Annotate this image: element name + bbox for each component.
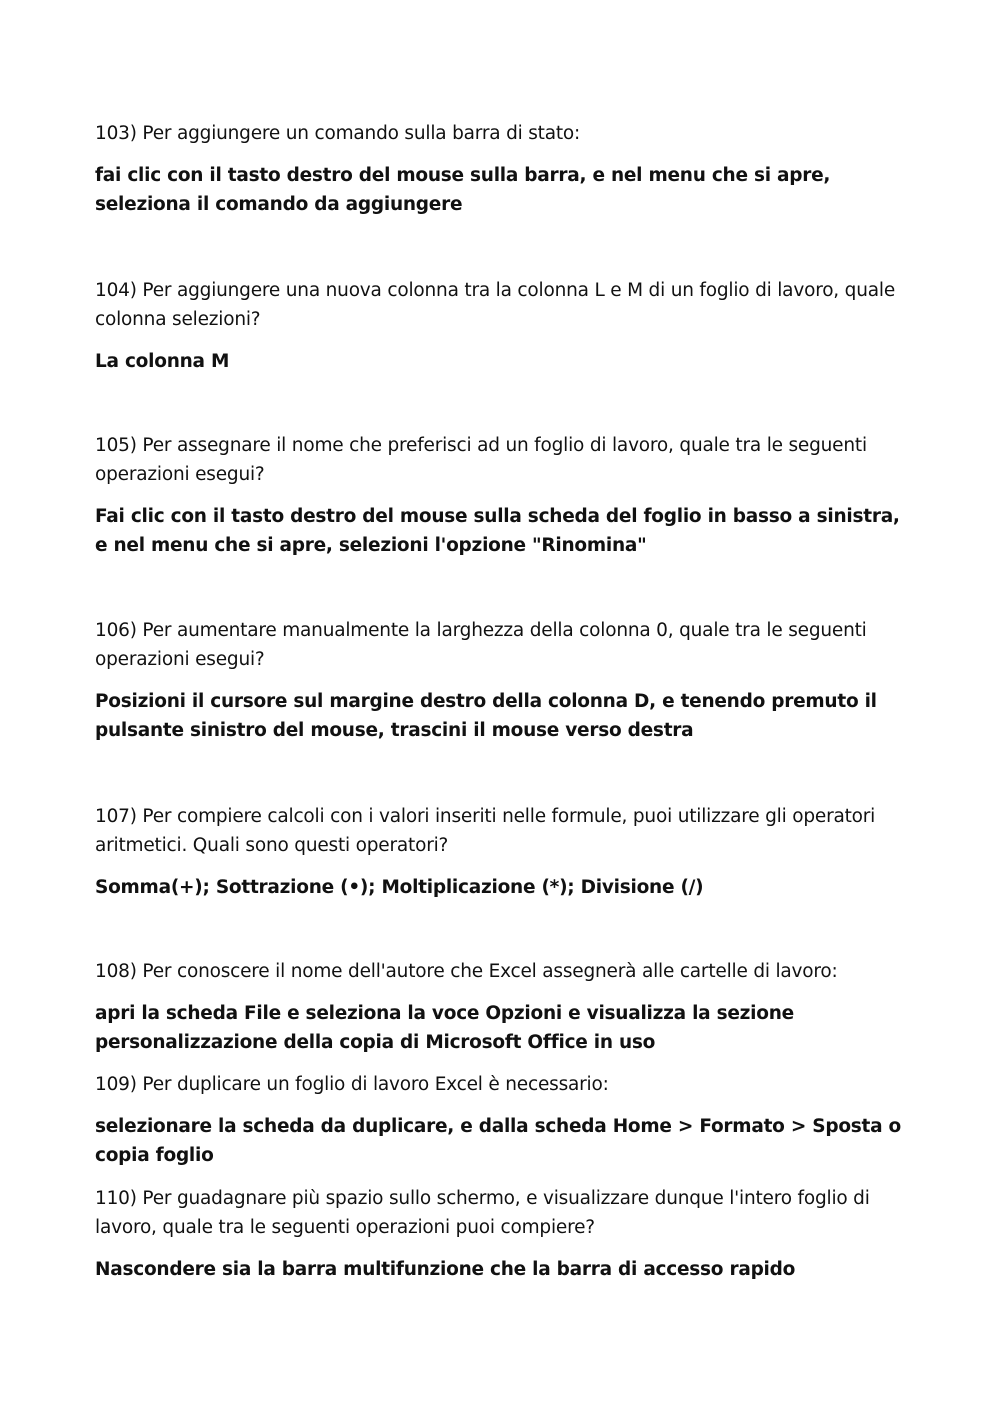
qa-item-110 xyxy=(95,1184,910,1284)
qa-item-106 xyxy=(95,616,910,745)
answer-text: Fai clic con il tasto destro del mouse sulla scheda del foglio in basso a sinistra, e nel menu che si apre, selezioni l'opzione "Rinomina" xyxy=(95,506,900,556)
question-text: 104) Per aggiungere una nuova colonna tra la colonna L e M di un foglio di lavoro, quale colonna selezioni? xyxy=(95,280,895,330)
qa-item-108 xyxy=(95,957,910,1057)
question-text: 106) Per aumentare manualmente la larghezza della colonna 0, quale tra le seguenti operazioni esegui? xyxy=(95,620,867,670)
answer-text: Posizioni il cursore sul margine destro della colonna D, e tenendo premuto il pulsante sinistro del mouse, trascini il mouse verso destra xyxy=(95,691,877,741)
question-text: 108) Per conoscere il nome dell'autore che Excel assegnerà alle cartelle di lavoro: xyxy=(95,961,838,982)
answer-text: La colonna M xyxy=(95,351,230,372)
qa-item-109 xyxy=(95,1070,910,1170)
question-text: 110) Per guadagnare più spazio sullo schermo, e visualizzare dunque l'intero foglio di lavoro, quale tra le seguenti operazioni puoi compiere? xyxy=(95,1188,870,1238)
qa-item-104 xyxy=(95,276,910,376)
qa-item-105 xyxy=(95,431,910,560)
answer-text: selezionare la scheda da duplicare, e dalla scheda Home > Formato > Sposta o copia foglio xyxy=(95,1116,902,1166)
qa-item-103 xyxy=(95,119,910,219)
question-text: 107) Per compiere calcoli con i valori inseriti nelle formule, puoi utilizzare gli operatori aritmetici. Quali sono questi operatori? xyxy=(95,806,876,856)
answer-text: apri la scheda File e seleziona la voce Opzioni e visualizza la sezione personalizzazione della copia di Microsoft Office in uso xyxy=(95,1003,794,1053)
answer-text: Somma(+); Sottrazione (•); Moltiplicazione (*); Divisione (/) xyxy=(95,877,704,898)
question-text: 109) Per duplicare un foglio di lavoro Excel è necessario: xyxy=(95,1074,609,1095)
question-text: 103) Per aggiungere un comando sulla barra di stato: xyxy=(95,123,581,144)
answer-text: fai clic con il tasto destro del mouse sulla barra, e nel menu che si apre, seleziona il comando da aggiungere xyxy=(95,165,831,215)
answer-text: Nascondere sia la barra multifunzione che la barra di accesso rapido xyxy=(95,1259,796,1280)
qa-item-107 xyxy=(95,802,910,902)
question-text: 105) Per assegnare il nome che preferisci ad un foglio di lavoro, quale tra le seguenti operazioni esegui? xyxy=(95,435,867,485)
